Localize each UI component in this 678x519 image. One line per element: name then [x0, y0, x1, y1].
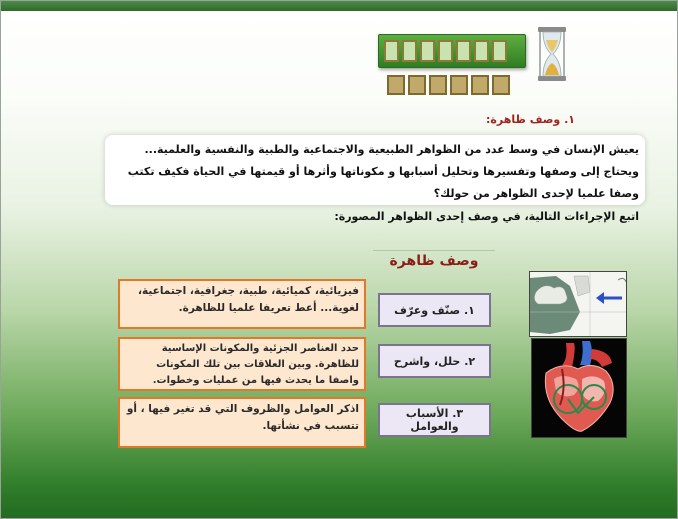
diagram-title-rule — [373, 250, 495, 251]
step-2-label: ٢. حلل، واشرح — [378, 344, 491, 378]
heart-anatomy-image — [531, 338, 627, 438]
title-placeholder-box — [429, 75, 447, 95]
step-3-detail: اذكر العوامل والظروف التي قد تغير فيها ، أو تتسبب في نشأتها. — [118, 397, 366, 448]
title-placeholder-box — [474, 40, 489, 62]
instruction-text: اتبع الإجراءات التالية، في وصف إحدى الظواهر المصورة: — [334, 210, 639, 223]
title-placeholder-box — [450, 75, 468, 95]
title-placeholder-box — [387, 75, 405, 95]
title-placeholder-box — [492, 40, 507, 62]
intro-box — [105, 135, 645, 205]
title-placeholder-box — [384, 40, 399, 62]
hourglass-icon — [536, 26, 568, 82]
title-placeholder-box — [471, 75, 489, 95]
title-placeholder-box — [438, 40, 453, 62]
title-box-row-1 — [378, 34, 526, 68]
weather-map-image — [529, 271, 627, 337]
title-placeholder-box — [456, 40, 471, 62]
step-1-detail: فيزيائية، كميائية، طبية، جغرافية، اجتماعية، لغوية... أعط تعريفا علميا للظاهرة. — [118, 279, 366, 329]
intro-text: يعيش الإنسان في وسط عدد من الظواهر الطبيعية والاجتماعية والطبية والنفسية والعلمية... ويحتاج إلى وصفها وتفسيرها وتحليل أسبابها و مكوناتها وأثرها أو قيمتها في الحياة فكيف تكتب وصفا علميا لإحدى الظواهر من حولك؟ — [127, 143, 639, 200]
step-3-label: ٣. الأسباب والعوامل — [378, 403, 491, 437]
title-placeholder-box — [420, 40, 435, 62]
title-box-row-2 — [382, 70, 522, 98]
step-2-detail: حدد العناصر الجزئية والمكونات الإساسية للظاهرة. وبين العلاقات بين تلك المكونات واصفا ما يحدث فيها من عمليات وخطوات. — [118, 337, 366, 391]
title-placeholder-box — [402, 40, 417, 62]
title-placeholder-box — [408, 75, 426, 95]
step-1-label: ١. صنّف وعرّف — [378, 293, 491, 327]
section-heading: ١. وصف ظاهرة: — [486, 113, 575, 126]
header-strip — [1, 1, 678, 11]
diagram-title: وصف ظاهرة — [389, 253, 479, 269]
title-placeholder-box — [492, 75, 510, 95]
